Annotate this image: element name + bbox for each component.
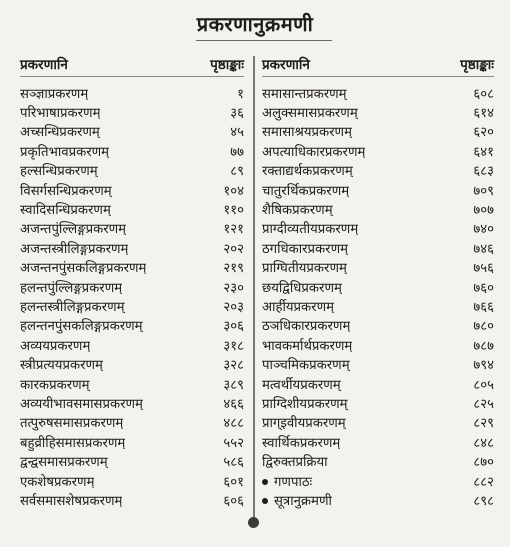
toc-entry [20, 374, 244, 393]
toc-entry [262, 258, 494, 277]
toc-entry [20, 432, 244, 451]
entry-page-number: ८९ [230, 164, 244, 180]
page-title: प्रकरणानुक्रमणी [196, 12, 314, 36]
entry-title [262, 219, 358, 237]
entry-title-text: समासाश्रयप्रकरणम् [262, 125, 352, 141]
entry-page-number: ८९८ [473, 493, 494, 509]
toc-entry [20, 413, 244, 432]
entry-title-text: अजन्तस्त्रीलिङ्गप्रकरणम् [20, 241, 129, 257]
entry-page-number: ६२० [473, 125, 494, 141]
entry-page-number: ७०९ [473, 183, 494, 199]
page-header: पृष्ठाङ्काः [210, 57, 244, 73]
left-entries [20, 83, 244, 510]
entry-title-text: हलन्तनपुंसकलिङ्गप्रकरणम् [20, 319, 143, 335]
entry-title-text: अजन्तनपुंसकलिङ्गप्रकरणम् [20, 261, 147, 277]
entry-title-text: प्राग्घितीयप्रकरणम् [262, 261, 347, 277]
toc-entry [20, 199, 244, 218]
entry-title [262, 491, 332, 509]
entry-page-number: ६०८ [473, 86, 494, 102]
entry-page-number: ३२८ [223, 358, 244, 374]
bullet-icon [262, 479, 268, 485]
entry-title-text: स्वार्थिकप्रकरणम् [262, 435, 341, 451]
entry-title [262, 452, 328, 470]
entry-title [20, 413, 123, 431]
entry-page-number: २०२ [223, 241, 244, 257]
entry-page-number: ३६ [230, 106, 244, 122]
entry-title-text: छयद्विधिप्रकरणम् [262, 280, 342, 296]
left-column [20, 54, 244, 510]
entry-page-number: ४६६ [223, 396, 244, 412]
entry-title-text: परिभाषाप्रकरणम् [20, 106, 101, 122]
header-rule [262, 76, 494, 77]
toc-entry [262, 83, 494, 102]
entry-title-text: मत्वर्थीयप्रकरणम् [262, 377, 341, 393]
entry-page-number: ७४६ [473, 241, 494, 257]
toc-entry [20, 83, 244, 102]
entry-page-number: ३०६ [223, 319, 244, 335]
right-column-header [262, 54, 494, 76]
entry-title [262, 200, 333, 218]
entry-title [20, 142, 109, 160]
toc-entry [262, 102, 494, 121]
entry-page-number: ७९४ [473, 358, 494, 374]
entry-title-text: प्राग्इवीयप्रकरणम् [262, 416, 346, 432]
entry-title-text: स्त्रीप्रत्ययप्रकरणम् [20, 358, 103, 374]
toc-entry [20, 335, 244, 354]
toc-entry [20, 180, 244, 199]
toc-entry [20, 141, 244, 160]
entry-title-text: अव्ययीभावसमासप्रकरणम् [20, 396, 143, 412]
toc-entry [20, 354, 244, 373]
toc-entry [20, 316, 244, 335]
toc-entry [262, 316, 494, 335]
entry-title [262, 394, 348, 412]
entry-page-number: ७८० [473, 319, 494, 335]
entry-page-number: ७७ [230, 144, 244, 160]
toc-entry [262, 277, 494, 296]
toc-entry [262, 471, 494, 490]
entry-title-text: भावकर्मार्थप्रकरणम् [262, 338, 353, 354]
entry-page-number: २१९ [223, 261, 244, 277]
toc-entry [262, 335, 494, 354]
toc-entry [262, 451, 494, 470]
entry-title-text: विसर्गसन्धिप्रकरणम् [20, 183, 112, 199]
entry-title [20, 103, 100, 121]
toc-entry [20, 238, 244, 257]
entry-title [20, 239, 128, 257]
entry-title-text: रक्ताद्यर्थकप्रकरणम् [262, 164, 353, 180]
entry-title-text: अच्सन्धिप्रकरणम् [20, 125, 100, 141]
entry-page-number: ८०५ [473, 377, 494, 393]
entry-title-text: बहुव्रीहिसमासप्रकरणम् [20, 435, 126, 451]
entry-page-number: ७४० [473, 222, 494, 238]
entry-title [262, 375, 341, 393]
entry-page-number: ४८८ [223, 416, 244, 432]
entry-title [20, 161, 98, 179]
entry-title [262, 316, 350, 334]
entry-title-text: अलुक्समासप्रकरणम् [262, 106, 358, 122]
toc-entry [20, 296, 244, 315]
column-divider [253, 56, 255, 520]
entry-title [262, 161, 353, 179]
entry-title-text: समासान्तप्रकरणम् [262, 86, 347, 102]
divider-end-dot [248, 517, 259, 528]
entry-page-number: २३० [223, 280, 244, 296]
bullet-icon [262, 498, 268, 504]
right-column [262, 54, 494, 510]
entry-title-text: गणपाठः [274, 474, 313, 490]
entry-page-number: ३१८ [223, 338, 244, 354]
toc-entry [20, 102, 244, 121]
entry-page-number: १०४ [223, 183, 244, 199]
entry-title-text: प्राग्दिशीयप्रकरणम् [262, 396, 348, 412]
entry-page-number: ७६० [473, 280, 494, 296]
entry-title [20, 84, 88, 102]
entry-title-text: पाञ्चमिकप्रकरणम् [262, 358, 350, 374]
entry-page-number: ८२९ [473, 416, 494, 432]
toc-entry [20, 219, 244, 238]
toc-entry [262, 238, 494, 257]
entry-title [20, 491, 122, 509]
entry-page-number: ७०७ [473, 203, 494, 219]
entry-title [262, 142, 365, 160]
entry-title [262, 297, 334, 315]
toc-entry [20, 490, 244, 509]
entry-page-number: ८२५ [473, 396, 494, 412]
entry-title-text: अजन्तपुंल्लिङ्गप्रकरणम् [20, 222, 127, 238]
entry-title [262, 181, 349, 199]
entry-title [262, 413, 346, 431]
entry-title-text: स्वादिसन्धिप्रकरणम् [20, 203, 111, 219]
entry-title [20, 258, 146, 276]
section-header: प्रकरणानि [20, 57, 68, 73]
entry-page-number: ५५२ [223, 435, 244, 451]
page-header: पृष्ठाङ्काः [460, 57, 494, 73]
entry-title [20, 355, 103, 373]
entry-title [20, 452, 108, 470]
entry-page-number: ८७० [473, 455, 494, 471]
toc-entry [20, 161, 244, 180]
right-entries [262, 83, 494, 510]
entry-title [20, 297, 125, 315]
entry-title [20, 219, 126, 237]
entry-title-text: चातुरर्थिकप्रकरणम् [262, 183, 350, 199]
entry-title-text: अव्ययप्रकरणम् [20, 338, 91, 354]
entry-title-text: ठञधिकारप्रकरणम् [262, 319, 351, 335]
entry-page-number: ६१४ [473, 106, 494, 122]
entry-title-text: हल्सन्धिप्रकरणम् [20, 164, 98, 180]
entry-title [20, 336, 90, 354]
entry-title-text: द्विरुक्तप्रक्रिया [262, 455, 328, 471]
entry-title [262, 433, 340, 451]
entry-title [262, 278, 342, 296]
entry-title-text: शैषिकप्रकरणम् [262, 203, 333, 219]
left-column-header [20, 54, 244, 76]
toc-entry [20, 258, 244, 277]
toc-entry [20, 277, 244, 296]
toc-entry [262, 122, 494, 141]
entry-title-text: सूत्रानुक्रमणी [274, 493, 332, 509]
entry-page-number: ७६६ [473, 299, 494, 315]
entry-page-number: ६४१ [473, 144, 494, 160]
toc-entry [262, 374, 494, 393]
toc-entry [20, 393, 244, 412]
entry-page-number: २०३ [223, 299, 244, 315]
entry-title-text: प्रकृतिभावप्रकरणम् [20, 144, 110, 160]
entry-title [20, 375, 90, 393]
entry-page-number: ५८६ [223, 455, 244, 471]
entry-title-text: हलन्तस्त्रीलिङ्गप्रकरणम् [20, 299, 125, 315]
entry-title-text: आर्हीयप्रकरणम् [262, 299, 334, 315]
toc-entry [20, 451, 244, 470]
entry-title-text: तत्पुरुषसमासप्रकरणम् [20, 416, 124, 432]
entry-title [262, 239, 348, 257]
toc-entry [262, 219, 494, 238]
entry-page-number: ६०६ [223, 493, 244, 509]
toc-entry [262, 354, 494, 373]
entry-title [20, 122, 100, 140]
toc-entry [262, 432, 494, 451]
entry-title [20, 316, 143, 334]
entry-title [262, 103, 358, 121]
entry-title [20, 200, 111, 218]
entry-page-number: ८८२ [473, 474, 494, 490]
entry-title [20, 472, 94, 490]
toc-entry [262, 199, 494, 218]
entry-title-text: अपत्याधिकारप्रकरणम् [262, 144, 366, 160]
entry-page-number: ६८३ [473, 164, 494, 180]
entry-title [262, 472, 312, 490]
toc-entry [20, 122, 244, 141]
section-header: प्रकरणानि [262, 57, 310, 73]
entry-title-text: प्राग्दीव्यतीयप्रकरणम् [262, 222, 359, 238]
entry-page-number: ४५ [230, 125, 244, 141]
toc-entry [262, 413, 494, 432]
toc-entry [262, 490, 494, 509]
entry-page-number: १२१ [223, 222, 244, 238]
entry-title-text: हलन्तपुंल्लिङ्गप्रकरणम् [20, 280, 123, 296]
toc-entry [20, 471, 244, 490]
toc-entry [262, 141, 494, 160]
entry-title-text: सर्वसमासशेषप्रकरणम् [20, 493, 123, 509]
entry-title-text: कारकप्रकरणम् [20, 377, 90, 393]
entry-title [262, 84, 347, 102]
entry-page-number: ११० [223, 203, 244, 219]
entry-title [262, 336, 352, 354]
entry-title [20, 433, 125, 451]
entry-title [262, 122, 352, 140]
entry-title [262, 258, 347, 276]
toc-entry [262, 296, 494, 315]
entry-page-number: १ [237, 86, 244, 102]
entry-page-number: ७५६ [473, 261, 494, 277]
entry-title [20, 181, 112, 199]
toc-entry [262, 393, 494, 412]
entry-title-text: द्वन्द्वसमासप्रकरणम् [20, 455, 108, 471]
entry-page-number: ७८७ [473, 338, 494, 354]
entry-title-text: एकशेषप्रकरणम् [20, 474, 95, 490]
toc-entry [262, 161, 494, 180]
entry-title [20, 278, 122, 296]
toc-entry [262, 180, 494, 199]
title-underline [196, 40, 332, 41]
entry-page-number: ८४८ [473, 435, 494, 451]
entry-title-text: सञ्ज्ञाप्रकरणम् [20, 86, 89, 102]
entry-title [20, 394, 143, 412]
entry-page-number: ३८९ [223, 377, 244, 393]
entry-title [262, 355, 350, 373]
header-rule [20, 76, 244, 77]
entry-title-text: ठगधिकारप्रकरणम् [262, 241, 348, 257]
entry-page-number: ६०१ [223, 474, 244, 490]
